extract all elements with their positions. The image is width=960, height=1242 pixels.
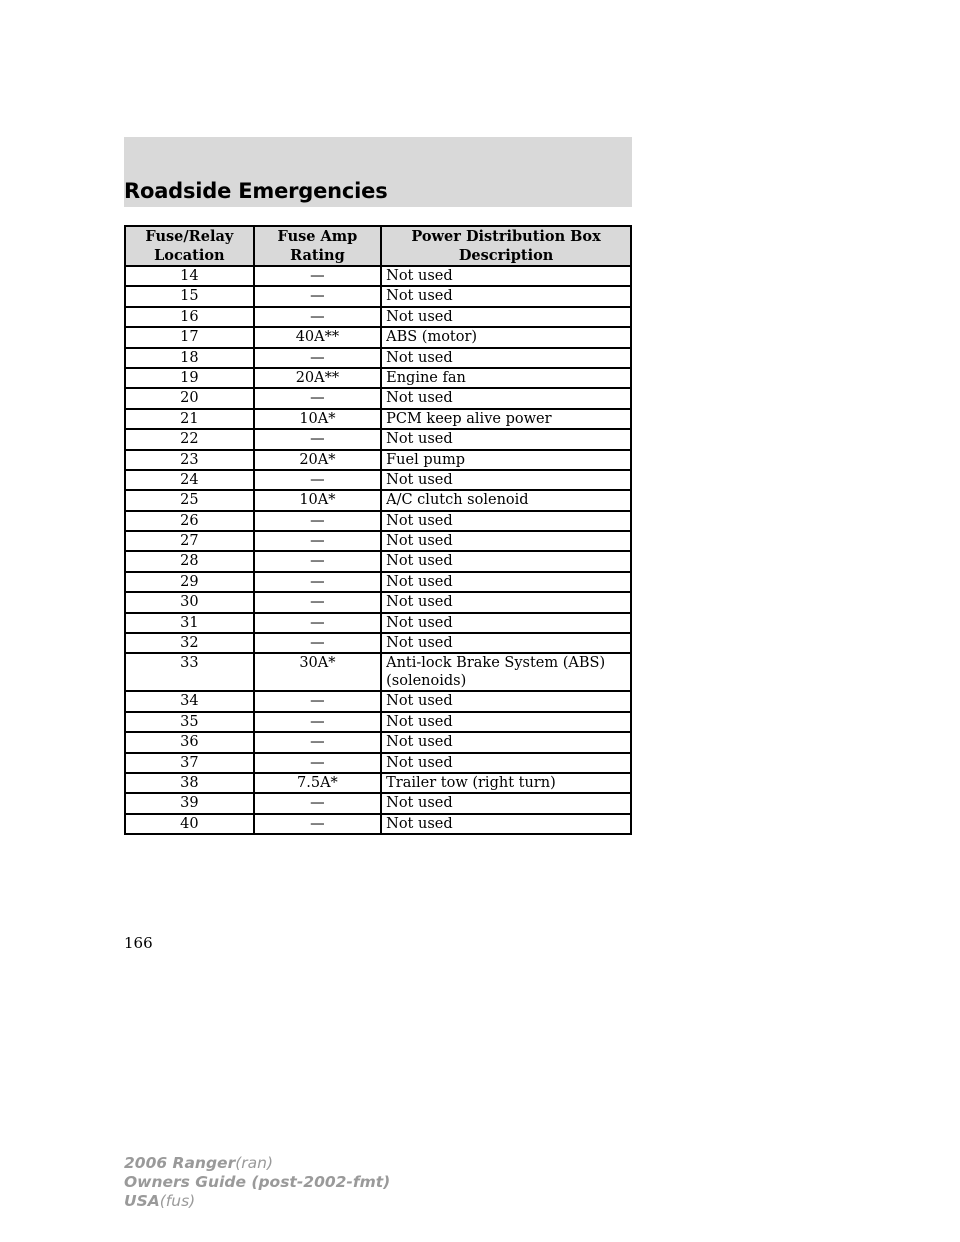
header-amp [254, 226, 381, 266]
table-row [125, 732, 631, 752]
cell-amp: — [254, 691, 381, 711]
cell-location: 36 [125, 732, 254, 752]
header-description [381, 226, 631, 266]
table-row [125, 348, 631, 368]
table-row [125, 814, 631, 834]
cell-location: 31 [125, 613, 254, 633]
cell-description: Not used [381, 814, 631, 834]
cell-description: Not used [381, 511, 631, 531]
header-location-label: Fuse/Relay Location [145, 228, 234, 264]
cell-description: Not used [381, 753, 631, 773]
cell-description: Not used [381, 429, 631, 449]
cell-location: 28 [125, 551, 254, 571]
table-row [125, 429, 631, 449]
table-row [125, 327, 631, 347]
table-row [125, 368, 631, 388]
table-row [125, 450, 631, 470]
cell-amp: 20A* [254, 450, 381, 470]
cell-location: 30 [125, 592, 254, 612]
cell-description: PCM keep alive power [381, 409, 631, 429]
cell-amp: — [254, 388, 381, 408]
cell-location: 34 [125, 691, 254, 711]
table-row [125, 653, 631, 691]
page-number: 166 [124, 934, 153, 952]
table-row [125, 307, 631, 327]
cell-description: ABS (motor) [381, 327, 631, 347]
cell-location: 15 [125, 286, 254, 306]
cell-description: Not used [381, 691, 631, 711]
cell-location: 18 [125, 348, 254, 368]
cell-location: 23 [125, 450, 254, 470]
header-location [125, 226, 254, 266]
table-row [125, 773, 631, 793]
cell-amp: 20A** [254, 368, 381, 388]
cell-description: Not used [381, 388, 631, 408]
table-row [125, 531, 631, 551]
cell-description: Not used [381, 307, 631, 327]
cell-location: 37 [125, 753, 254, 773]
table-row [125, 266, 631, 286]
footer-market: USA [124, 1192, 160, 1210]
cell-amp: — [254, 753, 381, 773]
document-footer [124, 1154, 390, 1211]
table-row [125, 551, 631, 571]
cell-description: Not used [381, 470, 631, 490]
footer-model: 2006 Ranger [124, 1154, 236, 1172]
section-title: Roadside Emergencies [124, 179, 388, 203]
cell-location: 35 [125, 712, 254, 732]
cell-location: 29 [125, 572, 254, 592]
cell-location: 33 [125, 653, 254, 691]
cell-description: Not used [381, 633, 631, 653]
cell-amp: — [254, 613, 381, 633]
cell-description: A/C clutch solenoid [381, 490, 631, 510]
cell-location: 22 [125, 429, 254, 449]
footer-line-1 [124, 1154, 390, 1173]
cell-location: 27 [125, 531, 254, 551]
cell-location: 38 [125, 773, 254, 793]
cell-description: Engine fan [381, 368, 631, 388]
cell-location: 39 [125, 793, 254, 813]
table-body [125, 266, 631, 834]
fuse-table [124, 225, 632, 835]
cell-amp: — [254, 732, 381, 752]
cell-amp: 10A* [254, 409, 381, 429]
header-amp-label: Fuse Amp Rating [277, 228, 358, 264]
cell-amp: — [254, 307, 381, 327]
cell-description: Anti-lock Brake System (ABS) (solenoids) [381, 653, 631, 691]
footer-line-2 [124, 1173, 390, 1192]
table-row [125, 286, 631, 306]
cell-amp: — [254, 286, 381, 306]
cell-location: 14 [125, 266, 254, 286]
cell-amp: — [254, 348, 381, 368]
cell-location: 32 [125, 633, 254, 653]
cell-location: 17 [125, 327, 254, 347]
table-row [125, 388, 631, 408]
cell-description: Not used [381, 286, 631, 306]
cell-amp: — [254, 814, 381, 834]
table-row [125, 691, 631, 711]
cell-description: Not used [381, 348, 631, 368]
cell-amp: — [254, 712, 381, 732]
cell-description: Not used [381, 712, 631, 732]
cell-description: Not used [381, 592, 631, 612]
table-row [125, 753, 631, 773]
cell-location: 21 [125, 409, 254, 429]
cell-description: Not used [381, 551, 631, 571]
cell-description: Not used [381, 572, 631, 592]
cell-location: 20 [125, 388, 254, 408]
cell-location: 25 [125, 490, 254, 510]
header-description-label: Power Distribution Box Description [411, 228, 601, 264]
table-header-row [125, 226, 631, 266]
cell-description: Trailer tow (right turn) [381, 773, 631, 793]
cell-location: 40 [125, 814, 254, 834]
cell-amp: 40A** [254, 327, 381, 347]
table-row [125, 409, 631, 429]
table-row [125, 633, 631, 653]
cell-amp: — [254, 633, 381, 653]
cell-amp: — [254, 266, 381, 286]
cell-amp: — [254, 531, 381, 551]
cell-amp: 30A* [254, 653, 381, 691]
cell-amp: — [254, 551, 381, 571]
table-row [125, 470, 631, 490]
table-row [125, 793, 631, 813]
cell-amp: — [254, 793, 381, 813]
cell-amp: — [254, 470, 381, 490]
cell-location: 16 [125, 307, 254, 327]
cell-location: 19 [125, 368, 254, 388]
footer-guide: Owners Guide (post-2002-fmt) [124, 1173, 391, 1191]
cell-description: Not used [381, 531, 631, 551]
footer-model-code: (ran) [235, 1154, 274, 1172]
cell-description: Fuel pump [381, 450, 631, 470]
cell-amp: — [254, 429, 381, 449]
cell-description: Not used [381, 732, 631, 752]
footer-market-code: (fus) [159, 1192, 196, 1210]
table-row [125, 613, 631, 633]
cell-description: Not used [381, 793, 631, 813]
cell-amp: 7.5A* [254, 773, 381, 793]
cell-amp: — [254, 511, 381, 531]
cell-description: Not used [381, 266, 631, 286]
cell-amp: — [254, 572, 381, 592]
table-row [125, 712, 631, 732]
footer-line-3 [124, 1192, 390, 1211]
cell-amp: 10A* [254, 490, 381, 510]
table-row [125, 592, 631, 612]
cell-description: Not used [381, 613, 631, 633]
table-row [125, 511, 631, 531]
cell-amp: — [254, 592, 381, 612]
table-row [125, 572, 631, 592]
cell-location: 24 [125, 470, 254, 490]
cell-location: 26 [125, 511, 254, 531]
table-row [125, 490, 631, 510]
